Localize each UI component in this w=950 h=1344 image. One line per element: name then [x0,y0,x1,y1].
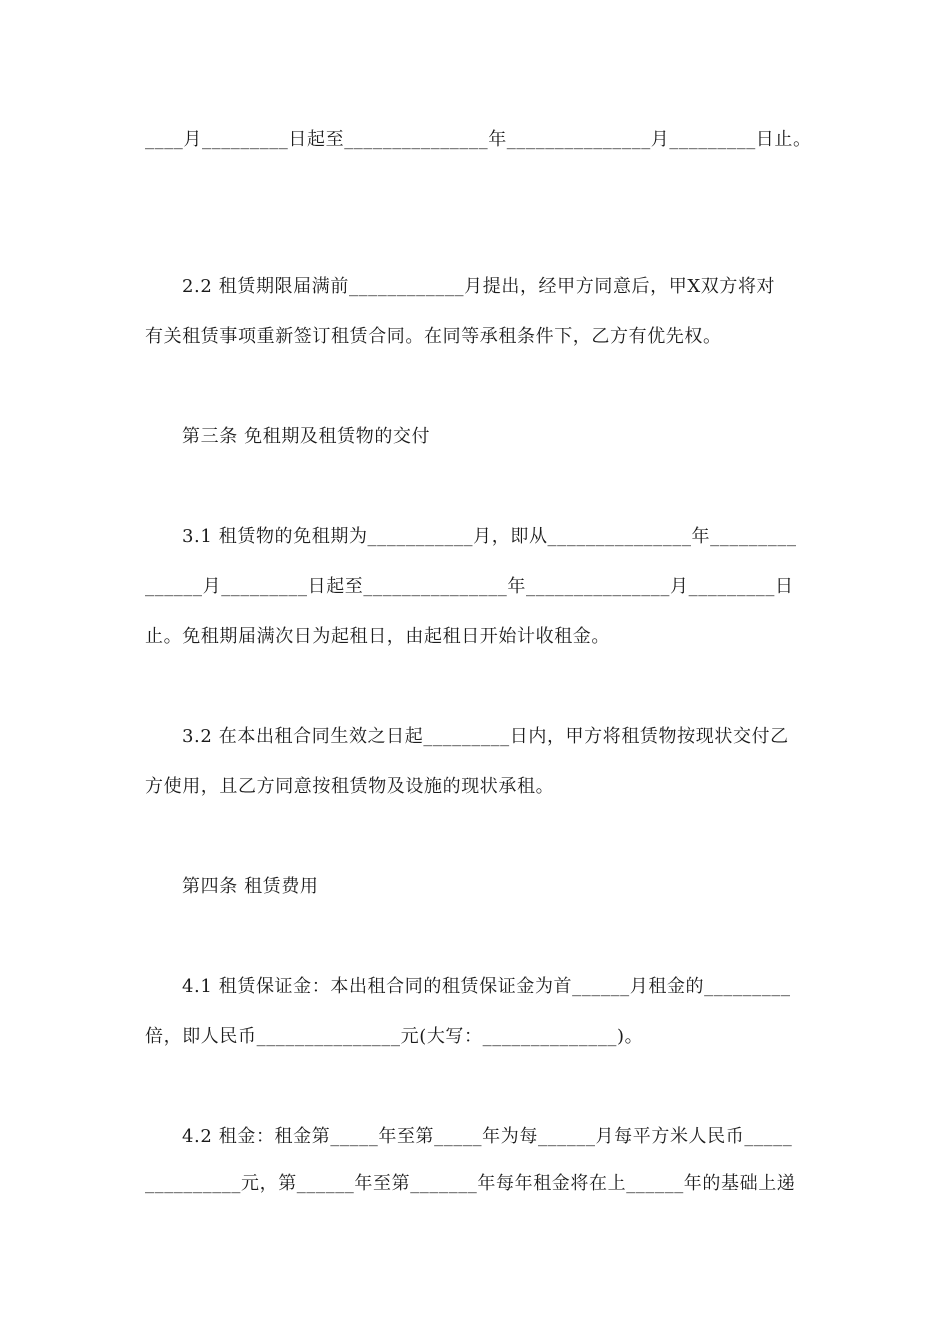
clause-3-1-line-2: ______月_________日起至_______________年_______________月_________日 [145,576,794,597]
clause-3-1-line-3: 止。免租期届满次日为起租日，由起租日开始计收租金。 [145,626,610,647]
article-4-heading: 第四条 租赁费用 [182,876,319,897]
clause-3-2-line-2: 方使用，且乙方同意按租赁物及设施的现状承租。 [145,776,555,797]
clause-4-2-line-2: __________元，第______年至第_______年每年租金将在上______年的基础上递 [145,1173,796,1194]
continuation-line-date-range: ____月_________日起至_______________年_______________月_________日止。 [145,129,812,150]
clause-3-2-line-1: 3.2 在本出租合同生效之日起_________日内，甲方将租赁物按现状交付乙 [182,726,789,747]
article-3-heading: 第三条 免租期及租赁物的交付 [182,426,431,447]
clause-4-1-line-1: 4.1 租赁保证金：本出租合同的租赁保证金为首______月租金的_________ [182,976,791,997]
clause-2-2-line-1: 2.2 租赁期限届满前____________月提出，经甲方同意后，甲X双方将对 [182,276,776,297]
clause-4-1-line-2: 倍，即人民币_______________元(大写：______________)。 [145,1026,644,1047]
clause-4-2-line-1: 4.2 租金：租金第_____年至第_____年为每______月每平方米人民币_____ [182,1126,793,1147]
clause-2-2-line-2: 有关租赁事项重新签订租赁合同。在同等承租条件下，乙方有优先权。 [145,326,722,347]
clause-3-1-line-1: 3.1 租赁物的免租期为___________月，即从_______________年_________ [182,526,797,547]
